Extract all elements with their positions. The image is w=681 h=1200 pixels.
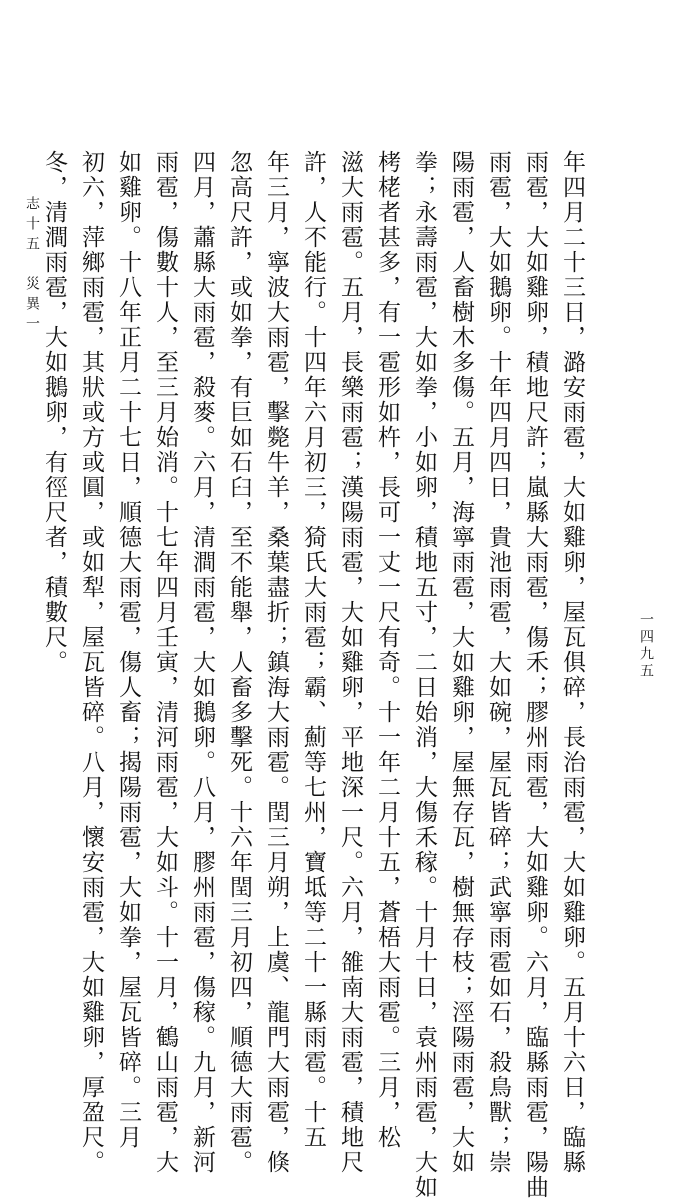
page-number: 一四九五	[638, 612, 654, 680]
text-line: 滋大雨雹。五月，長樂雨雹；漢陽雨雹，大如雞卵，平地深一尺。六月，雒南大雨雹，積地尺	[337, 150, 363, 1175]
text-line: 栲栳者甚多，有一雹形如杵，長可一丈一尺有奇。十一年二月十五，蒼梧大雨雹。三月，松	[374, 150, 400, 1150]
text-line: 忽高尺許，或如拳，有巨如石臼，至不能舉，人畜多擊死。十六年閏三月初四，順德大雨雹。	[226, 150, 252, 1175]
text-line: 四月，蕭縣大雨雹，殺麥。六月，清澗雨雹，大如鵝卵。八月，膠州雨雹，傷稼。九月，新河	[189, 150, 215, 1175]
text-line: 年四月二十三日，潞安雨雹，大如雞卵，屋瓦俱碎，長治雨雹，大如雞卵。五月十六日，臨縣	[559, 150, 585, 1175]
text-line: 雨雹，傷數十人，至三月始消。十七年四月壬寅，清河雨雹，大如斗。十一月，鶴山雨雹，大	[152, 150, 178, 1175]
running-head: 志十五 災異一	[24, 196, 40, 336]
text-line: 冬，清澗雨雹，大如鵝卵，有徑尺者，積數尺。	[41, 150, 67, 675]
text-line: 年三月，寧波大雨雹，擊斃牛羊，桑葉盡折；鎮海大雨雹。閏三月朔，上虞、龍門大雨雹，倏	[263, 150, 289, 1175]
text-line: 雨雹，大如鵝卵。十年四月四日，貴池雨雹，大如碗，屋瓦皆碎；武寧雨雹如石，殺鳥獸；崇	[485, 150, 511, 1175]
text-line: 初六，萍鄉雨雹，其狀或方或圓，或如犁，屋瓦皆碎。八月，懷安雨雹，大如雞卵，厚盈尺。	[78, 150, 104, 1175]
text-line: 陽雨雹，人畜樹木多傷。五月，海寧雨雹，大如雞卵，屋無存瓦，樹無存枝；涇陽雨雹，大如	[448, 150, 474, 1175]
text-line: 雨雹，大如雞卵，積地尺許；嵐縣大雨雹，傷禾；膠州雨雹，大如雞卵。六月，臨縣雨雹，陽曲	[522, 150, 548, 1200]
text-line: 如雞卵。十八年正月二十七日，順德大雨雹，傷人畜；揭陽雨雹，大如拳，屋瓦皆碎。三月	[115, 150, 141, 1150]
text-line: 許，人不能行。十四年六月初三，猗氏大雨雹；霸、薊等七州，寶坻等二十一縣雨雹。十五	[300, 150, 326, 1150]
text-line: 拳；永壽雨雹，大如拳，小如卵，積地五寸，二日始消，大傷禾稼。十月十日，袁州雨雹，大如	[411, 150, 437, 1200]
main-text	[41, 150, 590, 1200]
